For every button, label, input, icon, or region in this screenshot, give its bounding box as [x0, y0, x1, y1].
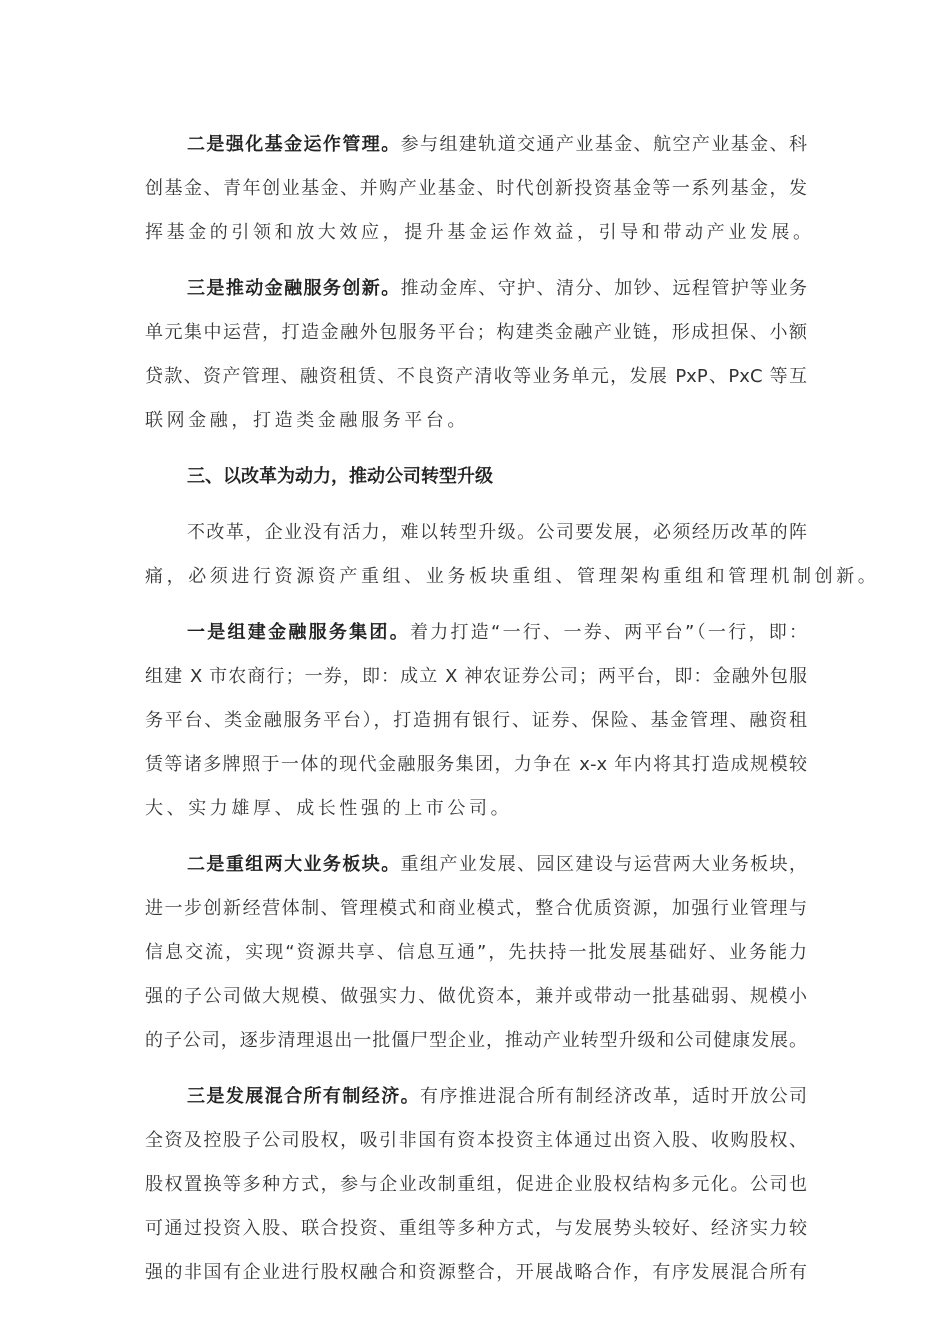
paragraph-line: 进一步创新经营体制、管理模式和商业模式，整合优质资源，加强行业管理与 — [145, 898, 807, 919]
paragraph-line: 股权置换等多种方式，参与企业改制重组，促进企业股权结构多元化。公司也 — [145, 1174, 807, 1195]
paragraph-financial-group — [145, 611, 807, 831]
paragraph-line: 贷款、资产管理、融资租赁、不良资产清收等业务单元，发展 PxP、PxC 等互 — [145, 366, 807, 387]
paragraph-first-line: 不改革，企业没有活力，难以转型升级。公司要发展，必须经历改革的阵 — [187, 522, 807, 543]
paragraph-line: 赁等诸多牌照于一体的现代金融服务集团，力争在 x-x 年内将其打造成规模较 — [145, 754, 807, 775]
paragraph-line: 单元集中运营，打造金融外包服务平台；构建类金融产业链，形成担保、小额 — [145, 322, 807, 343]
paragraph-line: 务平台、类金融服务平台），打造拥有银行、证券、保险、基金管理、融资租 — [145, 710, 807, 731]
paragraph-line: 组建 X 市农商行；一券，即：成立 X 神农证券公司；两平台，即：金融外包服 — [145, 666, 807, 687]
paragraph-first-line: 三是推动金融服务创新。推动金库、守护、清分、加钞、远程管护等业务 — [187, 278, 808, 299]
paragraph-lead: 一是组建金融服务集团。 — [187, 622, 410, 643]
paragraph-line: 全资及控股子公司股权，吸引非国有资本投资主体通过出资入股、收购股权、 — [145, 1130, 807, 1151]
paragraph-business-segments — [145, 843, 807, 1063]
paragraph-reform-intro — [145, 511, 880, 599]
document-page — [145, 123, 880, 1307]
paragraph-lead: 二是强化基金运作管理。 — [187, 134, 401, 155]
paragraph-line: 强的非国有企业进行股权融合和资源整合，开展战略合作，有序发展混合所有 — [145, 1262, 807, 1283]
paragraph-first-line: 二是强化基金运作管理。参与组建轨道交通产业基金、航空产业基金、科 — [187, 134, 808, 155]
paragraph-line: 可通过投资入股、联合投资、重组等多种方式，与发展势头较好、经济实力较 — [145, 1218, 807, 1239]
paragraph-line: 的子公司，逐步清理退出一批僵尸型企业，推动产业转型升级和公司健康发展。 — [145, 1030, 807, 1051]
paragraph-first-line: 三是发展混合所有制经济。有序推进混合所有制经济改革，适时开放公司 — [187, 1086, 807, 1107]
paragraph-line: 大、实力雄厚、成长性强的上市公司。 — [145, 798, 513, 819]
paragraph-line: 痛，必须进行资源资产重组、业务板块重组、管理架构重组和管理机制创新。 — [145, 566, 880, 587]
paragraph-line: 创基金、青年创业基金、并购产业基金、时代创新投资基金等一系列基金，发 — [145, 178, 807, 199]
paragraph-line: 挥基金的引领和放大效应，提升基金运作效益，引导和带动产业发展。 — [145, 222, 815, 243]
paragraph-first-line: 一是组建金融服务集团。着力打造“一行、一券、两平台”（一行，即： — [187, 622, 808, 643]
paragraph-lead: 三是发展混合所有制经济。 — [187, 1086, 421, 1107]
section-heading: 三、以改革为动力，推动公司转型升级 — [187, 466, 493, 487]
paragraph-line: 信息交流，实现“资源共享、信息互通”，先扶持一批发展基础好、业务能力 — [145, 942, 807, 963]
paragraph-lead: 三是推动金融服务创新。 — [187, 278, 401, 299]
paragraph-lead: 二是重组两大业务板块。 — [187, 854, 401, 875]
paragraph-financial-innovation — [145, 267, 807, 443]
paragraph-fund-management — [145, 123, 815, 255]
paragraph-first-line: 二是重组两大业务板块。重组产业发展、园区建设与运营两大业务板块， — [187, 854, 808, 875]
paragraph-line: 联网金融，打造类金融服务平台。 — [145, 410, 469, 431]
paragraph-line: 强的子公司做大规模、做强实力、做优资本，兼并或带动一批基础弱、规模小 — [145, 986, 807, 1007]
paragraph-mixed-ownership — [145, 1075, 807, 1295]
